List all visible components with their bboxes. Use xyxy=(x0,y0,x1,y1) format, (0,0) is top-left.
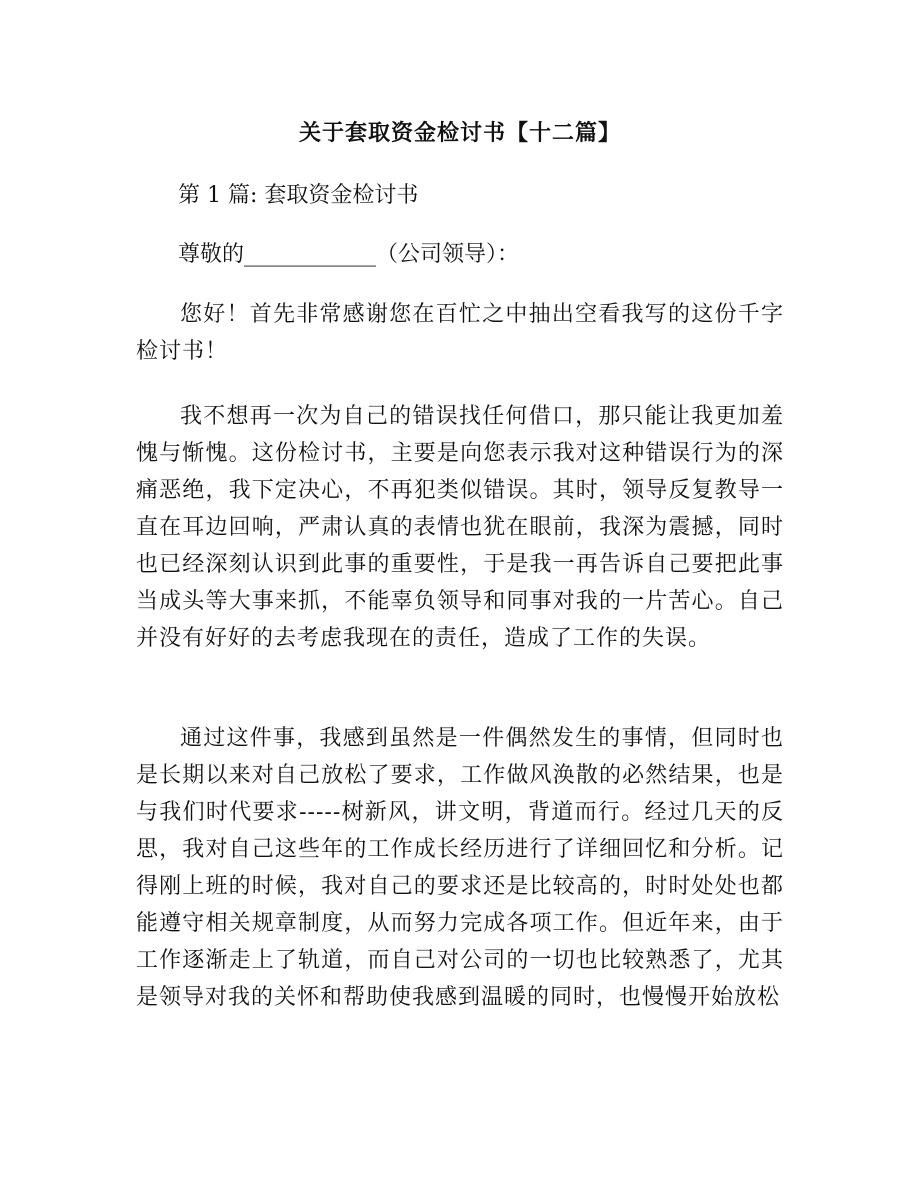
salutation: 尊敬的____________（公司领导）： xyxy=(178,242,520,267)
paragraph-2: 我不想再一次为自己的错误找任何借口，那只能让我更加羞愧与惭愧。这份检讨书，主要是向您表示我对这种错误行为的深痛恶绝，我下定决心，不再犯类似错误。其时，领导反复教导一直在耳边回响，严肃认真的表情也犹在眼前，我深为震撼，同时也已经深刻认识到此事的重要性，于是我一再告诉自己要把此事当成头等大事来抓，不能辜负领导和同事对我的一片苦心。自己并没有好好的去考虑我现在的责任，造成了工作的失误。 xyxy=(136,404,784,651)
document-title: 关于套取资金检讨书【十二篇】 xyxy=(298,121,621,146)
section-heading: 第 1 篇: 套取资金检讨书 xyxy=(178,183,419,208)
paragraph-3: 通过这件事，我感到虽然是一件偶然发生的事情，但同时也是长期以来对自己放松了要求，工作做风涣散的必然结果，也是与我们时代要求-----树新风，讲文明，背道而行。经过几天的反思，我对自己这些年的工作成长经历进行了详细回忆和分析。记得刚上班的时候，我对自己的要求还是比较高的，时时处处也都能遵守相关规章制度，从而努力完成各项工作。但近年来，由于工作逐渐走上了轨道，而自己对公司的一切也比较熟悉了，尤其是领导对我的关怀和帮助使我感到温暖的同时，也慢慢开始放松 xyxy=(136,726,784,1010)
paragraph-1: 您好！首先非常感谢您在百忙之中抽出空看我写的这份千字检讨书！ xyxy=(136,302,784,364)
